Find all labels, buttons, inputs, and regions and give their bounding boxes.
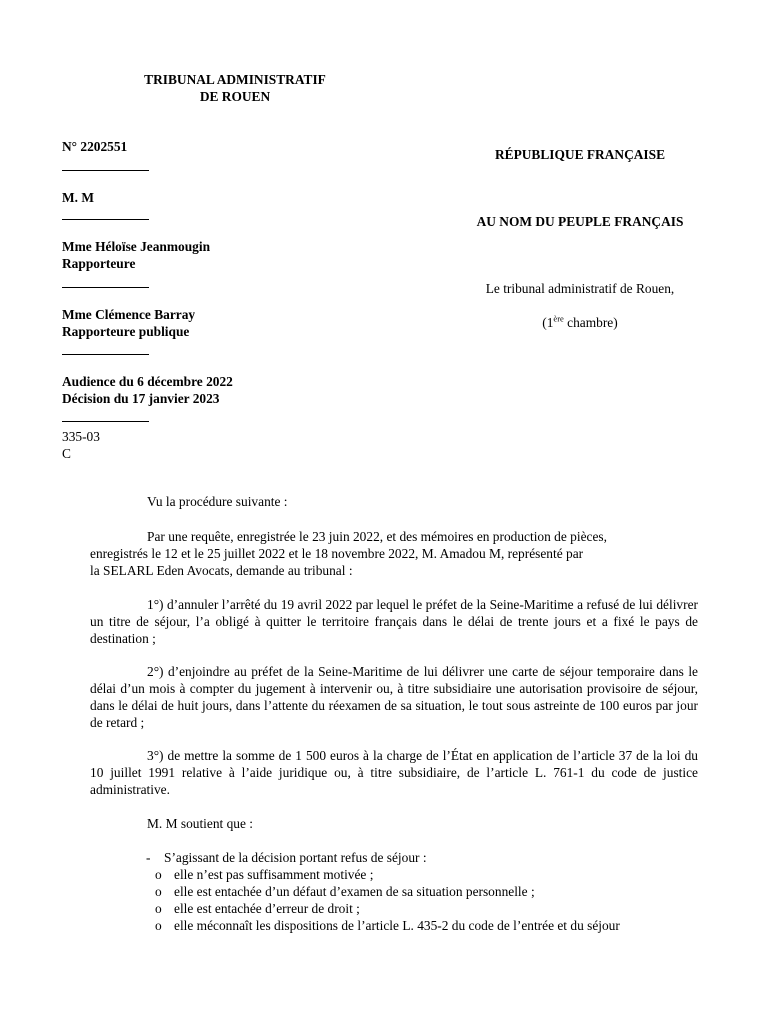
classification [62,428,100,462]
rapporteur [62,238,210,272]
rapporteur-role: Rapporteure [62,256,136,271]
public-rapporteur-name: Mme Clémence Barray [62,307,196,322]
list-item-text: elle méconnaît les dispositions de l’article L. 435-2 du code de l’entrée et du séjour [174,918,620,933]
request-line-2: enregistrés le 12 et le 25 juillet 2022 et le 18 novembre 2022, M. Amadou M, représenté par [90,546,584,561]
classification-code: 335-03 [62,429,100,444]
list-item-text: elle n’est pas suffisamment motivée ; [174,867,374,882]
public-rapporteur [62,306,195,340]
separator-rule [62,170,149,171]
court-name-line1: TRIBUNAL ADMINISTRATIF [144,72,326,87]
list-item [155,900,715,917]
decision-date: Décision du 17 janvier 2023 [62,391,220,406]
chamber-close: chambre) [563,315,618,330]
hearing-date: Audience du 6 décembre 2022 [62,374,233,389]
intro-paragraph: Vu la procédure suivante : [147,494,288,509]
dash-bullet: - [146,850,151,865]
rapporteur-name: Mme Héloïse Jeanmougin [62,239,211,254]
list-item [155,917,715,934]
paragraph-claim-2: 2°) d’enjoindre au préfet de la Seine-Maritime de lui délivrer une carte de séjour temporaire dans le délai d’un mois à compter du jugement à intervenir ou, à titre subsidiaire une autorisation provisoire de séjour, dans le délai de huit jours, dans l’attente du réexamen de sa situation, le tout sous astreinte de 100 euros par jour de retard ; [90,664,698,730]
request-line-1: Par une requête, enregistrée le 23 juin 2022, et des mémoires en production de pièces, [147,529,607,544]
list-item-text: elle est entachée d’un défaut d’examen de sa situation personnelle ; [174,884,535,899]
republic-heading: RÉPUBLIQUE FRANÇAISE [494,147,665,162]
paragraph-request [90,528,698,579]
separator-rule [62,354,149,355]
tribunal-line: Le tribunal administratif de Rouen, [485,281,675,296]
dash-item-text: S’agissant de la décision portant refus de séjour : [164,850,427,865]
public-rapporteur-role: Rapporteure publique [62,324,190,339]
paragraph-claim-1: 1°) d’annuler l’arrêté du 19 avril 2022 par lequel le préfet de la Seine-Maritime a refusé de lui délivrer un titre de séjour, l’a obligé à quitter le territoire français dans le délai de trente jours et a fixé le pays de destination ; [90,597,698,646]
hearing-info [62,373,233,407]
list-item-text: elle est entachée d’erreur de droit ; [174,901,360,916]
chamber-line [450,314,710,331]
paragraph-claim-3: 3°) de mettre la somme de 1 500 euros à la charge de l’État en application de l’article 37 de la loi du 10 juillet 1991 relative à l’aide juridique ou, à titre subsidiaire, de l’article L. 761-1 du code de justice administrative. [90,748,698,797]
sub-list [155,866,715,934]
list-item [155,866,715,883]
separator-rule [62,421,149,422]
circle-bullet-icon: o [155,867,162,882]
circle-bullet-icon: o [155,884,162,899]
people-heading: AU NOM DU PEUPLE FRANÇAIS [476,214,684,229]
court-name-line2: DE ROUEN [199,89,271,104]
chamber-superscript: ère [553,313,564,324]
circle-bullet-icon: o [155,918,162,933]
claims-intro: M. M soutient que : [147,816,254,831]
separator-rule [62,287,149,288]
request-line-3: la SELARL Eden Avocats, demande au tribunal : [90,563,353,578]
case-number: N° 2202551 [62,139,128,154]
circle-bullet-icon: o [155,901,162,916]
chamber-open: (1 [542,315,554,330]
publication-letter: C [62,446,71,461]
list-item [155,883,715,900]
party-name: M. M [62,190,94,205]
separator-rule [62,219,149,220]
court-name [110,71,360,105]
